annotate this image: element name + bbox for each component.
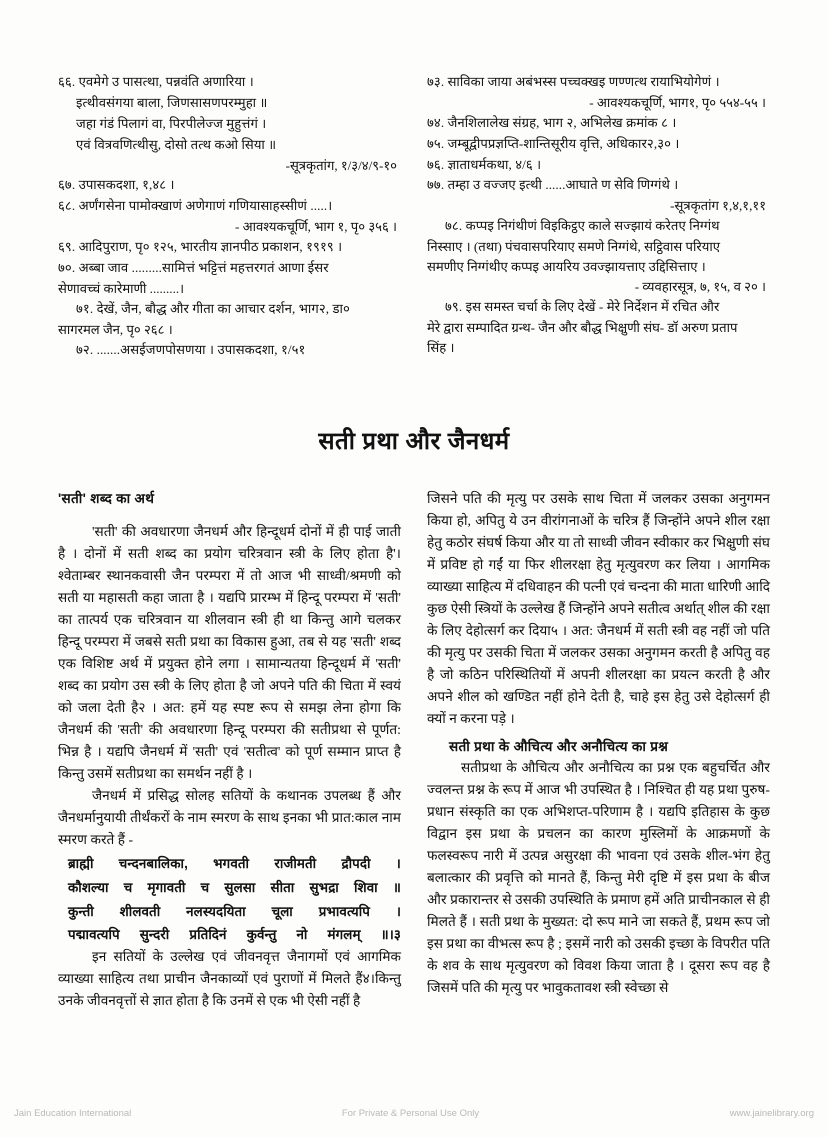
verse-line: कौशल्या च मृगावती च सुलसा सीता सुभद्रा शिवा ॥ bbox=[68, 879, 401, 895]
note-item: ७७. तम्हा उ वज्जए इत्थी ......आघाते ण सेवि णिग्गंथे । bbox=[427, 177, 679, 193]
note-item: ७३. साविका जाया अबंभस्स पच्चक्खइ णण्णत्थ रायाभियोगेणं । bbox=[427, 74, 720, 89]
paragraph: 'सती' की अवधारणा जैनधर्म और हिन्दूधर्म दोनों में ही पाई जाती है । दोनों में सती शब्द का प्रयोग चरित्रवान स्त्री के लिए होता है'। श्वेताम्बर स्थानकवासी जैन परम्परा में तो आज भी साध्वी/श्रमणी को सती या महासती कहा जाता है । यद्यपि प्रारम्भ में हिन्दू परम्परा में 'सती' का तात्पर्य एक चरित्रवान या शीलवान स्त्री ही था किन्तु आगे चलकर हिन्दू परम्परा में जबसे सती प्रथा का विकास हुआ, तब से यह 'सती' शब्द एक विशिष्ट अर्थ में प्रयुक्त होने लगा । सामान्यतया हिन्दूधर्म में 'सती' शब्द का प्रयोग उस स्त्री के लिए होता है जो अपने पति की चिता में स्वयं को जला देती है२ । अत: हमें यह स्पष्ट रूप से समझ लेना होगा कि जैनधर्म की 'सती' की अवधारणा हिन्दू परम्परा की सतीप्रथा से पूर्णत: भिन्न है । यद्यपि जैनधर्म में 'सती' एवं 'सतीत्व' को पूर्ण सम्मान प्राप्त है किन्तु उसमें सतीप्रथा का समर्थन नहीं है । bbox=[58, 524, 401, 782]
note-continuation: सिंह । bbox=[427, 339, 455, 355]
paragraph: जैनधर्म में प्रसिद्ध सोलह सतियों के कथानक उपलब्ध हैं और जैनधर्मानुयायी तीर्थंकरों के नाम स्मरण के साथ इनका भी प्रात:काल नाम स्मरण करते हैं - bbox=[58, 788, 401, 848]
note-item: ६६. एवमेगे उ पासत्था, पन्नवंति अणारिया । bbox=[58, 74, 254, 89]
footer-usage-notice: For Private & Personal Use Only bbox=[341, 1108, 480, 1119]
note-source-citation: - व्यवहारसूत्र, ७, १५, व २० । bbox=[634, 278, 766, 294]
note-continuation: इत्थीवसंगया बाला, जिणसासणपरम्मुहा ॥ bbox=[76, 94, 268, 110]
page-footer bbox=[0, 1108, 828, 1119]
note-item: ६७. उपासकदशा, १,४८ । bbox=[58, 177, 175, 193]
paragraph: जिसने पति की मृत्यु पर उसके साथ चिता में जलकर उसका अनुगमन किया हो, अपितु ये उन वीरांगनाओं के चरित्र हैं जिन्होंने अपने शील रक्षा हेतु कठोर संघर्ष किया और या तो साध्वी जीवन स्वीकार कर भिक्षुणी संघ में प्रविष्ट हो गईं या फिर शीलरक्षा हेतु मृत्युवरण कर लिया । आगमिक व्याख्या साहित्य में दधिवाहन की पत्नी एवं चन्दना की माता धारिणी आदि कुछ ऐसी स्त्रियों के उल्लेख हैं जिन्होंने अपने सतीत्व अर्थात् शील की रक्षा के लिए देहोत्सर्ग कर दिया५ । अत: जैनधर्म में सती स्त्री वह नहीं जो पति की मृत्यु पर उसकी चिता में जलकर उसका अनुगमन करती है अपितु वह है जो कठिन परिस्थितियों में अपनी शीलरक्षा का प्रयत्न करती है और अपने शील को खण्डित नहीं होने देती है, चाहे इस हेतु उसे देहोत्सर्ग ही क्यों न करना पड़े । bbox=[427, 491, 770, 727]
verse-line: पद्मावत्यपि सुन्दरी प्रतिदिनं कुर्वन्तु नो मंगलम् ॥।३ bbox=[68, 927, 401, 943]
note-continuation: सागरमल जैन, पृ० २६८ । bbox=[58, 321, 173, 337]
note-source-citation: -सूत्रकृतांग, १/३/४/९-१० bbox=[285, 157, 397, 173]
note-source-citation: -सूत्रकृतांग १,४,१,११ bbox=[670, 198, 766, 214]
note-item: ७९. इस समस्त चर्चा के लिए देखें - मेरे निर्देशन में रचित और bbox=[445, 298, 720, 314]
note-item: ७४. जैनशिलालेख संग्रह, भाग २, अभिलेख क्रमांक ८ । bbox=[427, 114, 677, 130]
note-item: ७०. अब्बा जाव .........सामित्तं भट्टित्तं महत्तरगतं आणा ईसर bbox=[58, 260, 329, 276]
paragraph: सतीप्रथा के औचित्य और अनौचित्य का प्रश्न एक बहुचर्चित और ज्वलन्त प्रश्न के रूप में आज भी उपस्थित है । निश्चित ही यह प्रथा पुरुष-प्रधान संस्कृति का एक अभिशप्त-परिणाम है । यद्यपि इतिहास के कुछ विद्वान इस प्रथा के प्रचलन का कारण मुस्लिमों के आक्रमणों के फलस्वरूप नारी में उत्पन्न असुरक्षा की भावना एवं उसके शील-भंग हेतु बलात्कार की प्रवृत्ति को मानते हैं, किन्तु मेरी दृष्टि में इस प्रथा के बीज और प्रकारान्तर से उसकी उपस्थिति के प्रमाण हमें अति प्राचीनकाल से ही मिलते हैं । सती प्रथा के मुख्यत: दो रूप माने जा सकते हैं, प्रथम रूप जो इस प्रथा का वीभत्स रूप है ; इसमें नारी को उसकी इच्छा के विपरीत पति के शव के साथ मृत्युवरण को विवश किया जाता है । दूसरा रूप वह है जिसमें पति की मृत्यु पर भावुकतावश स्त्री स्वेच्छा से bbox=[427, 760, 770, 996]
note-item: ६८. अर्णंगसेना पामोक्खाणं अणेगाणं गणियासाहस्सीणं .....। bbox=[58, 198, 333, 214]
section-heading-sati-justification-question: सती प्रथा के औचित्य और अनौचित्य का प्रश्न bbox=[449, 739, 669, 755]
note-continuation: एवं वित्रवणित्थीसु, दोसो तत्थ कओ सिया ॥ bbox=[76, 136, 277, 152]
note-continuation: निस्साए । (तथा) पंचवासपरियाए समणे निग्गंथे, सट्ठिवास परियाए bbox=[427, 239, 720, 255]
body-right-column bbox=[427, 488, 770, 1012]
footnote-references-area bbox=[58, 72, 770, 360]
body-left-column bbox=[58, 488, 401, 1012]
note-source-citation: - आवश्यकचूर्णि, भाग१, पृ० ५५४-५५ । bbox=[589, 94, 766, 110]
paragraph: इन सतियों के उल्लेख एवं जीवनवृत्त जैनागमों एवं आगमिक व्याख्या साहित्य तथा प्राचीन जैनकाव्यों एवं पुराणों में मिलते हैं४।किन्तु उनके जीवनवृत्तों से ज्ञात होता है कि उनमें से एक भी ऐसी नहीं है bbox=[58, 949, 401, 1009]
footer-website-url: www.jainelibrary.org bbox=[729, 1108, 814, 1119]
note-continuation: समणीए निग्गंथीए कप्पइ आयरिय उवज्झायत्ताए उद्दिसित्ताए । bbox=[427, 259, 706, 275]
body-text-area bbox=[58, 488, 770, 1012]
note-continuation: सेणावच्चं कारेमाणी .........। bbox=[58, 280, 185, 296]
verse-line: ब्राह्मी चन्दनबालिका, भगवती राजीमती द्रौपदी । bbox=[68, 856, 401, 872]
note-source-citation: - आवश्यकचूर्णि, भाग १, पृ० ३५६ । bbox=[234, 219, 397, 235]
verse-line: कुन्ती शीलवती नलस्यदयिता चूला प्रभावत्यपि । bbox=[68, 903, 401, 919]
notes-left-column bbox=[58, 72, 401, 360]
notes-right-column bbox=[427, 72, 770, 360]
note-continuation: मेरे द्वारा सम्पादित ग्रन्थ- जैन और बौद्ध भिक्षुणी संघ- डॉ अरुण प्रताप bbox=[427, 319, 738, 335]
note-item: ७१. देखें, जैन, बौद्ध और गीता का आचार दर्शन, भाग२, डा० bbox=[76, 300, 350, 316]
note-item: ७८. कप्पइ निगंथीणं विइकिट्ठए काले सज्झायं करेतए निग्गंथ bbox=[445, 218, 720, 234]
section-heading-sati-word-meaning: 'सती' शब्द का अर्थ bbox=[58, 491, 155, 506]
note-item: ७५. जम्बूद्वीपप्रज्ञप्ति-शान्तिसूरीय वृत्ति, अधिकार२,३० । bbox=[427, 135, 680, 151]
note-item: ७२. .......असईजणपोसणया । उपासकदशा, १/५१ bbox=[76, 341, 306, 357]
note-continuation: जहा गंडं पिलागं वा, पिरपीलेज्ज मुहुत्तंगं । bbox=[76, 115, 267, 131]
chapter-title: सती प्रथा और जैनधर्म bbox=[318, 428, 510, 456]
footer-left-credit: Jain Education International bbox=[14, 1108, 132, 1119]
note-item: ६९. आदिपुराण, पृ० १२५, भारतीय ज्ञानपीठ प्रकाशन, १९१९ । bbox=[58, 239, 343, 255]
note-item: ७६. ज्ञाताधर्मकथा, ४/६ । bbox=[427, 156, 542, 172]
